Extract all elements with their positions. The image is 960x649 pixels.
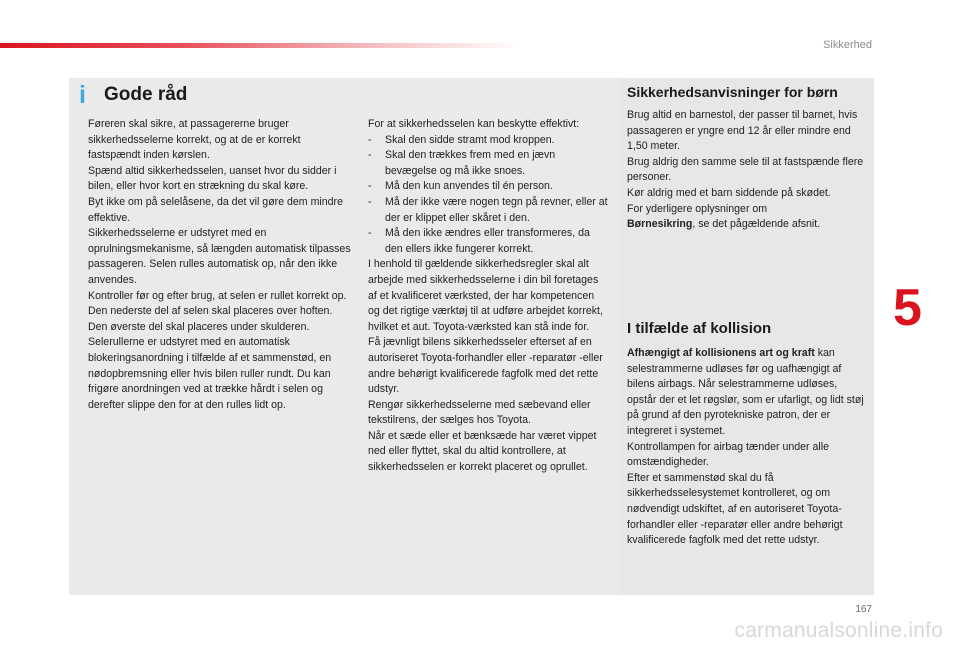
dash-bullet: - [368, 180, 372, 193]
lead-bold: Afhængigt af kollisionens art og kraft [627, 347, 815, 359]
paragraph: Spænd altid sikkerhedsselen, uanset hvor du sidder i bilen, eller hvor kort en strækning du skal køre. [88, 164, 337, 193]
paragraph: I henhold til gældende sikkerhedsregler skal alt arbejde med sikkerhedsselerne i din bil foretages af et kvalificeret værksted, der har kompetencen og det rigtige værktøj til at udføre arbejdet korrekt, hvilket et aut. Toyota-værksted kan stå inde for. [368, 258, 603, 333]
lead-rest: kan selestrammerne udløses før og uafhængigt af bilens airbags. Når selestrammerne udløses, opstår der et let røgslør, som er ufarligt, og lidt støj på grund af den pyrotekniske patron, der er integreret i systemet. [627, 347, 864, 437]
paragraph: Den nederste del af selen skal placeres over hoften. [88, 305, 333, 318]
dash-item-text: Skal den sidde stramt mod kroppen. [385, 133, 555, 146]
dash-bullet: - [368, 195, 372, 208]
dash-list-item [368, 148, 608, 179]
kollision-text [627, 346, 869, 549]
paragraph: Kør aldrig med et barn siddende på skødet. [627, 186, 831, 199]
paragraph: Den øverste del skal placeres under skulderen. [88, 320, 310, 333]
paragraph: Brug altid en barnestol, der passer til barnet, hvis passageren er yngre end 12 år eller mindre end 1,50 meter. [627, 109, 858, 153]
page-number: 167 [855, 604, 872, 615]
header-accent-bar [0, 43, 520, 48]
paragraph: Kontrollampen for airbag tænder under alle omstændigheder. [627, 440, 829, 469]
paragraph [627, 202, 869, 233]
watermark: carmanualsonline.info [734, 619, 943, 642]
dash-bullet: - [368, 133, 372, 146]
boernesikring-reference: Børnesikring [627, 218, 693, 231]
dash-bullet: - [368, 227, 372, 240]
paragraph: Kontroller før og efter brug, at selen er rullet korrekt op. [88, 289, 347, 302]
dash-item-text: Skal den trækkes frem med en jævn bevægelse og må ikke snoes. [385, 149, 556, 177]
dash-list-item [368, 195, 608, 226]
paragraph: Når et sæde eller et bænksæde har været vippet ned eller flyttet, skal du altid kontrollere, at sikkerhedsselen er korrekt placeret og oprullet. [368, 429, 597, 474]
heading-gode-raad: Gode råd [104, 84, 188, 105]
gode-raad-column-2 [368, 117, 608, 476]
boern-text [627, 108, 869, 233]
paragraph: Sikkerhedsselerne er udstyret med en oprulningsmekanisme, så længden automatisk tilpasses passageren. Selen rulles automatisk op, når den ikke anvendes. [88, 227, 351, 286]
paragraph: Få jævnligt bilens sikkerhedsseler efterset af en autoriseret Toyota-forhandler eller -reparatør -eller andre behørigt kvalificerede fagfolk med det rette udstyr. [368, 336, 603, 396]
dash-bullet: - [368, 149, 372, 162]
dash-list-item [368, 226, 608, 257]
paragraph: Brug aldrig den samme sele til at fastspænde flere personer. [627, 155, 864, 184]
paragraph: Efter et sammenstød skal du få sikkerhedsselesystemet kontrolleret, og om nødvendigt udskiftet, af en autoriseret Toyota-forhandler eller -reparatør eller andre behørigt kvalificerede fagfolk med det rette udstyr. [627, 471, 843, 547]
intro-text: For at sikkerhedsselen kan beskytte effektivt: [368, 118, 580, 130]
heading-boern: Sikkerhedsanvisninger for børn [627, 84, 838, 100]
dash-item-text: Må den kun anvendes til én person. [385, 180, 553, 193]
paragraph: Rengør sikkerhedsselerne med sæbevand eller tekstilrens, der sælges hos Toyota. [368, 398, 591, 427]
chapter-number: 5 [893, 279, 922, 337]
paragraph: Selerullerne er udstyret med en automatisk blokeringsanordning i tilfælde af et sammenstød, en nødopbremsning eller hvis bilen ruller rundt. Du kan frigøre anordningen ved at trække hårdt i selen og derefter slippe den for at den rulles lidt op. [88, 336, 332, 411]
gode-raad-column-1 [88, 117, 354, 413]
dash-list-item [368, 133, 608, 149]
more-info-prefix: For yderligere oplysninger om [627, 202, 768, 215]
dash-item-text: Må der ikke være nogen tegn på revner, eller at der er klippet eller skåret i den. [385, 195, 608, 224]
heading-kollision: I tilfælde af kollision [627, 320, 772, 337]
paragraph: Byt ikke om på selelåsene, da det vil gøre dem mindre effektive. [88, 195, 343, 224]
paragraph [627, 346, 869, 440]
dash-list-item [368, 179, 608, 195]
info-icon: i [79, 81, 86, 109]
dash-item-text: Må den ikke ændres eller transformeres, da den ellers ikke fungerer korrekt. [385, 227, 590, 255]
paragraph: Føreren skal sikre, at passagererne bruger sikkerhedsselerne korrekt, og at de er korrekt fastspændt inden kørslen. [88, 118, 301, 162]
more-info-suffix: , se det pågældende afsnit. [692, 218, 821, 231]
section-title: Sikkerhed [823, 39, 872, 51]
